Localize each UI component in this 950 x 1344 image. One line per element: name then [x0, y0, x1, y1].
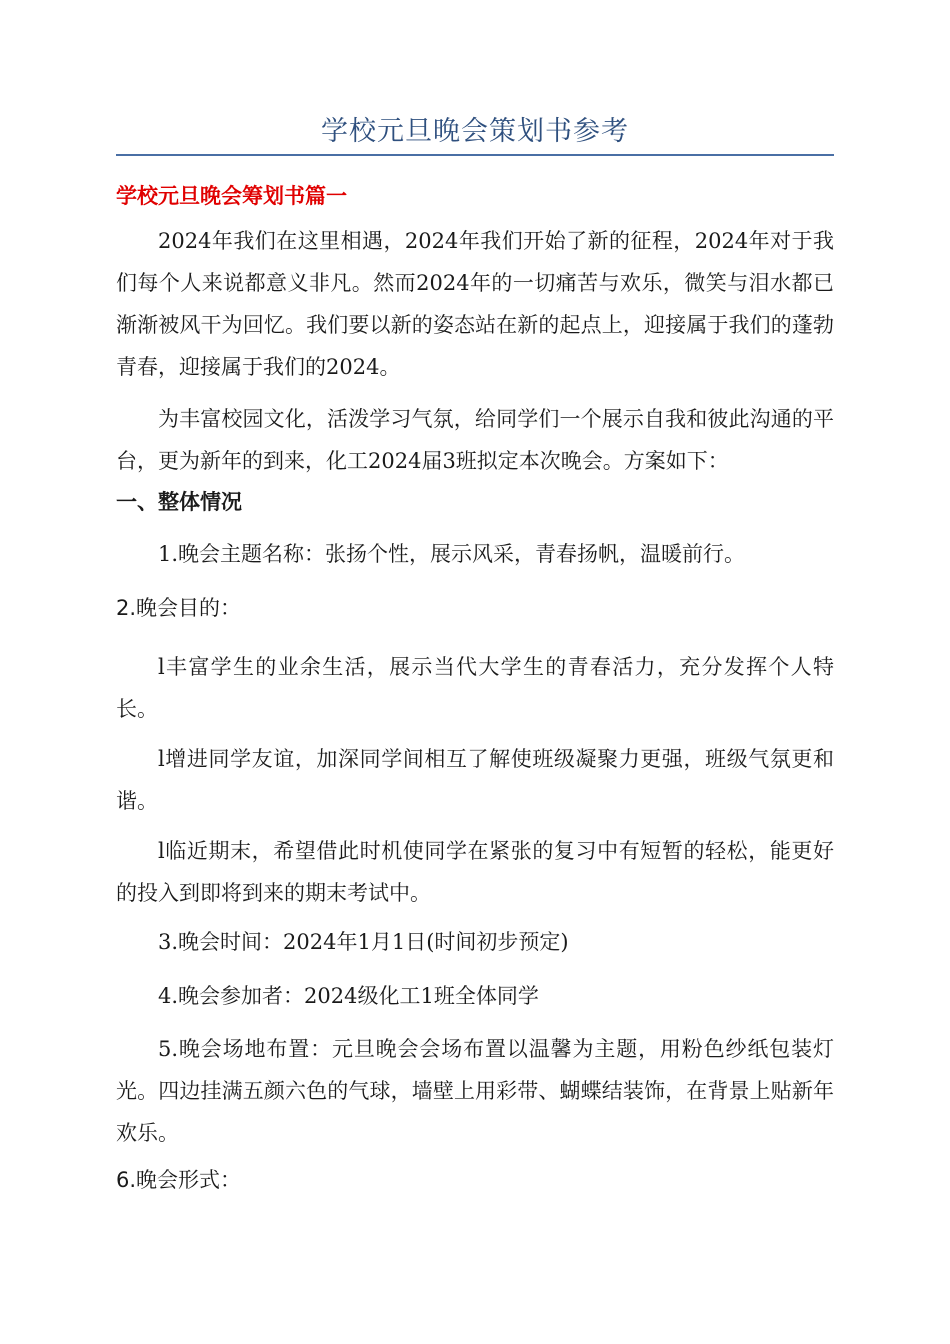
goal-2: l增进同学友谊，加深同学间相互了解使班级凝聚力更强，班级气氛更和谐。 [116, 747, 834, 813]
document-title: 学校元旦晚会策划书参考 [321, 116, 629, 147]
intro-paragraph-1: 2024年我们在这里相遇，2024年我们开始了新的征程，2024年对于我们每个人来说都意义非凡。然而2024年的一切痛苦与欢乐，微笑与泪水都已渐渐被风干为回忆。我们要以新的姿态站在新的起点上，迎接属于我们的蓬勃青春，迎接属于我们的2024。 [116, 229, 834, 379]
item-purpose-text: 2.晚会目的： [116, 596, 242, 620]
item-venue: 5.晚会场地布置：元旦晚会会场布置以温馨为主题，用粉色纱纸包装灯光。四边挂满五颜六色的气球，墙壁上用彩带、蝴蝶结装饰，在背景上贴新年欢乐。 [116, 1037, 834, 1145]
item-purpose [116, 592, 241, 624]
title-underline [116, 154, 834, 156]
section-heading: 学校元旦晚会筹划书篇一 [116, 184, 347, 208]
goal-1: l丰富学生的业余生活，展示当代大学生的青春活力，充分发挥个人特长。 [116, 655, 834, 721]
item-format: 6.晚会形式： [116, 1168, 242, 1192]
item-theme: 1.晚会主题名称：张扬个性，展示风采，青春扬帆，温暖前行。 [158, 542, 746, 566]
intro-paragraph-2: 为丰富校园文化，活泼学习气氛，给同学们一个展示自我和彼此沟通的平台，更为新年的到来，化工2024届3班拟定本次晚会。方案如下： [116, 407, 834, 473]
heading-overall: 一、整体情况 [116, 490, 242, 514]
item-participants: 4.晚会参加者：2024级化工1班全体同学 [158, 984, 539, 1008]
goal-3: l临近期末，希望借此时机使同学在紧张的复习中有短暂的轻松，能更好的投入到即将到来的期末考试中。 [116, 839, 834, 905]
item-time: 3.晚会时间：2024年1月1日(时间初步预定) [158, 930, 569, 954]
